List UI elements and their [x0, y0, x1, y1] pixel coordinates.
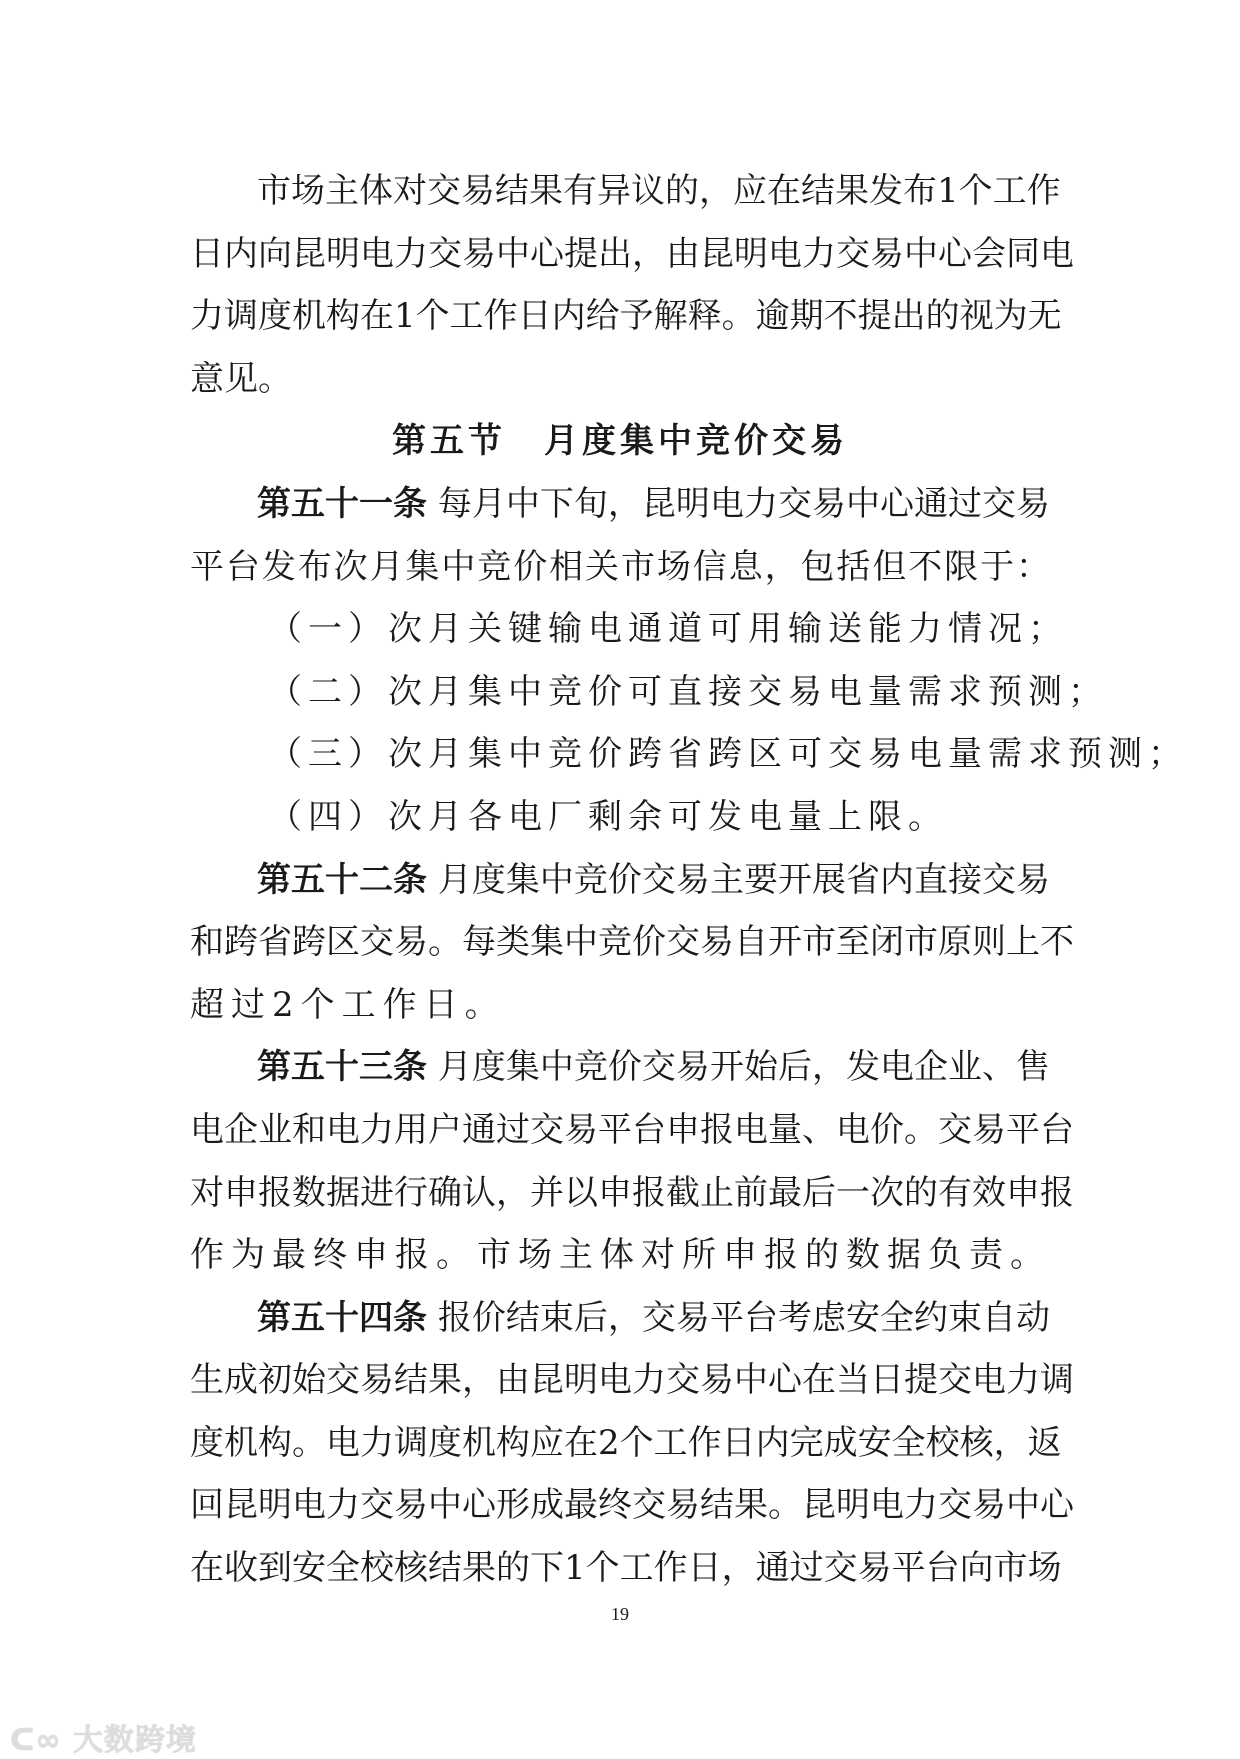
article-title: 第五十三条 [257, 1047, 428, 1088]
article-line [190, 1287, 1050, 1350]
text-line: 在收到安全校核结果的下1个工作日，通过交易平台向市场 [190, 1548, 1062, 1589]
text-line: 力调度机构在1个工作日内给予解释。逾期不提出的视为无 [190, 296, 1062, 337]
article-title: 第五十四条 [257, 1297, 428, 1338]
text-line: 报价结束后，交易平台考虑安全约束自动 [437, 1297, 1051, 1338]
article-line [190, 849, 1050, 912]
text-line: 度机构。电力调度机构应在2个工作日内完成安全校核，返 [190, 1422, 1062, 1463]
text-line: 日内向昆明电力交易中心提出，由昆明电力交易中心会同电 [190, 233, 1074, 274]
text-line: 作为最终申报。市场主体对所申报的数据负责。 [190, 1235, 1051, 1276]
watermark-logo: ᑕ∞ 大数跨境 [10, 1723, 197, 1758]
text-line: 意见。 [190, 358, 292, 399]
page-number: 19 [611, 1604, 629, 1624]
text-line: 回昆明电力交易中心形成最终交易结果。昆明电力交易中心 [190, 1485, 1074, 1526]
text-line: 电企业和电力用户通过交易平台申报电量、电价。交易平台 [190, 1109, 1074, 1150]
text-line: 平台发布次月集中竞价相关市场信息，包括但不限于： [190, 546, 1050, 587]
article-title: 第五十一条 [257, 483, 428, 524]
list-item: （一）次月关键输电通道可用输送能力情况； [268, 609, 1068, 650]
text-line: 生成初始交易结果，由昆明电力交易中心在当日提交电力调 [190, 1360, 1074, 1401]
section-heading: 第五节 月度集中竞价交易 [392, 421, 848, 462]
text-line: 月度集中竞价交易开始后，发电企业、售 [437, 1047, 1051, 1088]
text-line: 超过2个工作日。 [190, 984, 506, 1025]
list-item: （三）次月集中竞价跨省跨区可交易电量需求预测； [268, 734, 1188, 775]
article-title: 第五十二条 [257, 859, 428, 900]
text-line: 市场主体对交易结果有异议的，应在结果发布1个工作 [257, 171, 1061, 211]
text-line: 和跨省跨区交易。每类集中竞价交易自开市至闭市原则上不 [190, 922, 1074, 963]
list-item: （四）次月各电厂剩余可发电量上限。 [268, 796, 948, 837]
list-item: （二）次月集中竞价可直接交易电量需求预测； [268, 671, 1108, 712]
text-line: 月度集中竞价交易主要开展省内直接交易 [437, 859, 1051, 900]
watermark-text: 大数跨境 [72, 1723, 197, 1758]
text-line: 对申报数据进行确认，并以申报截止前最后一次的有效申报 [190, 1172, 1074, 1213]
document-body [190, 160, 1188, 1600]
article-line [190, 473, 1050, 536]
text-line: 每月中下旬，昆明电力交易中心通过交易 [437, 483, 1051, 524]
article-line [190, 1036, 1050, 1099]
